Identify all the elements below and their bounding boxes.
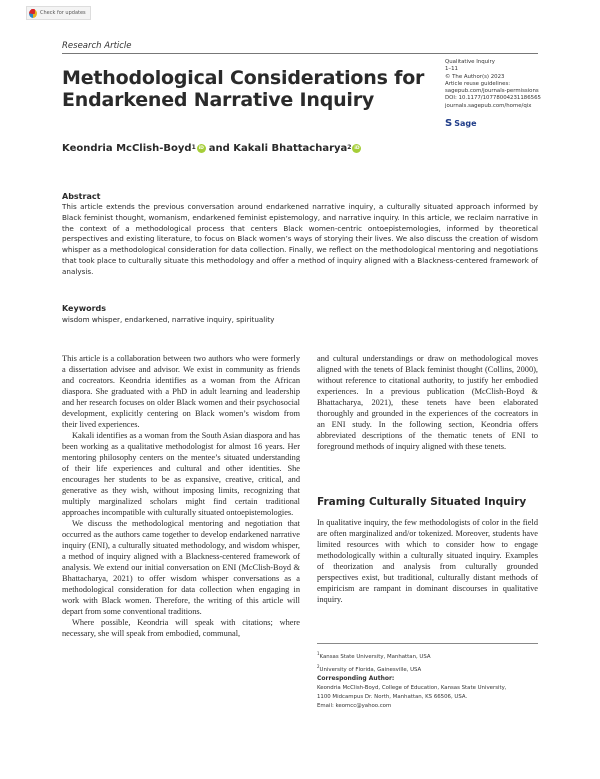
- doi-link[interactable]: DOI: 10.1177/10778004231186565: [445, 95, 541, 102]
- journal-name: Qualitative Inquiry: [445, 59, 495, 65]
- title-line-2: Endarkened Narrative Inquiry: [62, 89, 375, 111]
- orcid-icon[interactable]: iD: [354, 146, 360, 151]
- affiliation-marker: 1: [191, 144, 196, 151]
- body-paragraph: We discuss the methodological mentoring and negotiation that occurred as the authors came together to develop endarkened narrative inquiry (ENI), a culturally situated methodology, and wisdom whisper, a method of inquiry aligned with a Blackness-centered framework of analysis. We extend our initial conversation on ENI (McClish-Boyd & Bhattacharya, 2021) to offer wisdom whisper conversations as a methodological consideration for data collection when engaging in work with Black women. Therefore, the writing of this article will depart from some conventional traditions.: [62, 519, 300, 616]
- copyright: © The Author(s) 2023: [445, 73, 505, 80]
- corresponding-line: Keondria McClish-Boyd, College of Education, Kansas State University,: [317, 685, 507, 691]
- article-title: [62, 67, 424, 111]
- keywords-heading: Keywords: [62, 304, 107, 313]
- crossmark-icon: [29, 9, 37, 18]
- affiliation-text: University of Florida, Gainesville, USA: [319, 666, 422, 673]
- check-for-updates-label: Check for updates: [40, 10, 86, 16]
- corresponding-author-heading: Corresponding Author:: [317, 675, 395, 682]
- reuse-label: Article reuse guidelines:: [445, 80, 511, 87]
- body-paragraph: In qualitative inquiry, the few methodologists of color in the field are often marginalized and/or tokenized. Moreover, students have limited resources with which to consider how to engage methodologically within a culturally situated inquiry. Examples of theorization and analysis from culturally grounded perspectives exist, but traditional, culturally distant methods of empiricism are rampant in dominant discourses in qualitative inquiry.: [317, 518, 538, 604]
- keywords-text: wisdom whisper, endarkened, narrative inquiry, spirituality: [62, 315, 275, 324]
- abstract-heading: Abstract: [62, 192, 101, 201]
- corresponding-author-details: [317, 684, 507, 711]
- title-line-1: Methodological Considerations for: [62, 67, 425, 89]
- author-name[interactable]: Keondria McClish-Boyd: [62, 143, 192, 154]
- body-column-right: [317, 353, 538, 452]
- page-range: 1–11: [445, 66, 458, 73]
- orcid-icon[interactable]: iD: [198, 146, 204, 151]
- check-for-updates-button[interactable]: [26, 6, 91, 20]
- journal-home-link[interactable]: journals.sagepub.com/home/qix: [445, 102, 532, 109]
- body-paragraph: and cultural understandings or draw on methodological moves aligned with the tenets of Black feminist thought (Collins, 2000), without reference to citational authority, to justify her embodied experiences. In a previous publication (McClish-Boyd & Bhattacharya, 2021), these tenets have been elaborated thoroughly and grounded in the experiences of the cocreators in an ENI study. In the following section, Keondria offers abbreviated descriptions of the thematic tenets of ENI to foreground methods of inquiry aligned with these tenets.: [317, 354, 538, 451]
- body-paragraph: Kakali identifies as a woman from the South Asian diaspora and has been working as a qualitative methodologist for almost 16 years. Her mentoring philosophy centers on the mentee’s situated understanding of their life experiences and cultural and other identities. She encourages her students to be as expansive, creative, critical, and generative as they wish, without imposing limits, recognizing that multiply marginalized scholars might find certain traditional approaches incompatible with culturally situated ontoepistemologies.: [62, 431, 300, 517]
- abstract-text: This article extends the previous conversation around endarkened narrative inquiry, a culturally situated approach informed by Black feminist thought, womanism, endarkened feminist epistemology, and narrative inquiry. In this article, we reclaim narrative in the context of a methodological process that centers Black women-centric ontoepistemologies, informed by theoretical perspectives and existing literature, to focus on Black women’s ways of storying their lives. We also discuss the creation of wisdom whisper as a methodological consideration for data collection. Finally, we reflect on the methodological mentoring and negotiations that took place to culturally situate this methodology and offer a method of inquiry aligned with a Blackness-centered framework of analysis.: [62, 202, 538, 276]
- affiliation-text: Kansas State University, Manhattan, USA: [319, 653, 431, 660]
- author-joiner: and: [208, 143, 230, 154]
- permissions-link[interactable]: sagepub.com/journals-permissions: [445, 88, 539, 95]
- footnote-rule: [317, 643, 538, 644]
- affiliation-number: 2: [317, 663, 320, 669]
- sage-logo: [445, 118, 477, 129]
- affiliations: [317, 649, 431, 675]
- header-rule: [62, 53, 538, 54]
- affiliation-marker: 2: [347, 144, 352, 151]
- affiliation-item: [317, 662, 431, 675]
- affiliation-number: 1: [317, 651, 320, 656]
- corresponding-line: 1100 Midcampus Dr. North, Manhattan, KS 66506, USA.: [317, 694, 468, 700]
- publisher-name: Sage: [454, 119, 477, 128]
- corresponding-email-link[interactable]: Email: keomcc@yahoo.com: [317, 703, 392, 709]
- journal-meta: [445, 59, 541, 110]
- section-heading: Framing Culturally Situated Inquiry: [317, 496, 527, 508]
- body-paragraph: Where possible, Keondria will speak with citations; where necessary, she will speak from embodied, communal,: [62, 618, 300, 638]
- article-type-label: Research Article: [62, 41, 132, 51]
- section-body: [317, 517, 538, 605]
- body-column-left: [62, 353, 300, 639]
- affiliation-item: [317, 649, 431, 662]
- sage-s-icon: S: [445, 118, 453, 129]
- author-list: [62, 143, 364, 154]
- author-name[interactable]: Kakali Bhattacharya: [233, 143, 348, 154]
- body-paragraph: This article is a collaboration between two authors who were formerly a dissertation advisee and advisor. We exist in community as friends and cocreators. Keondria identifies as a woman from the African diaspora. She graduated with a PhD in adult learning and leadership and her research focuses on older Black women and their psychosocial development, explicitly centering on Black women’s wisdom from their lived experiences.: [62, 354, 300, 429]
